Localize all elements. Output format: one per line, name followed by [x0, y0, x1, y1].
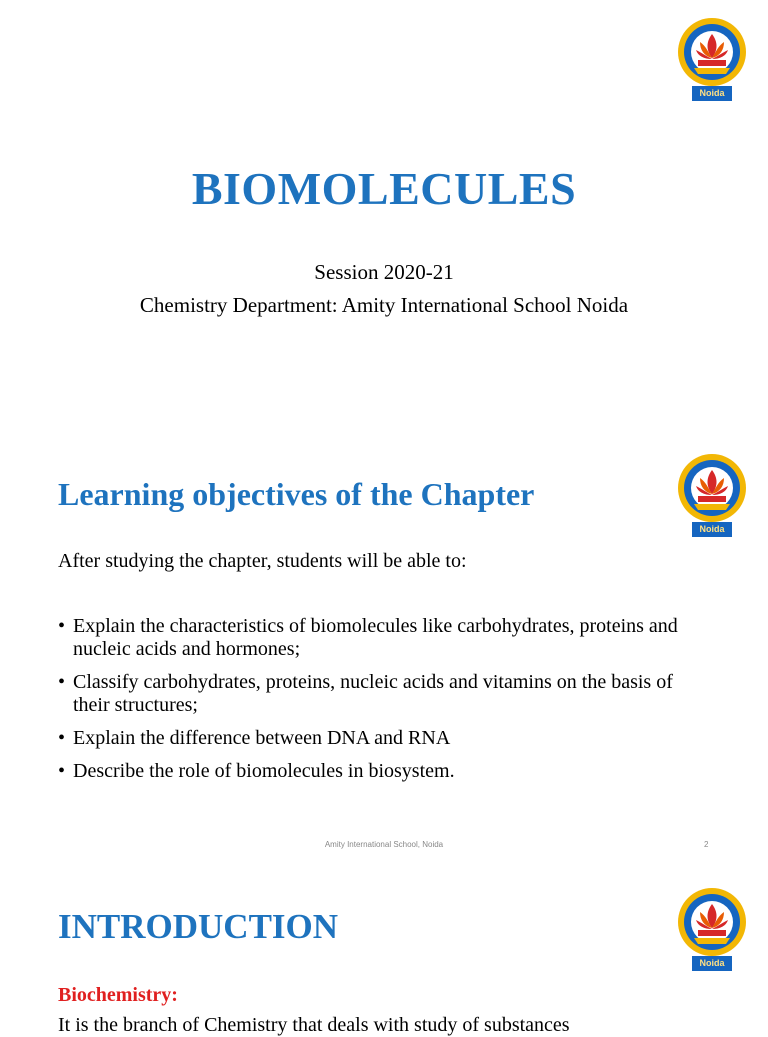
school-logo: [676, 16, 748, 101]
slide-heading: INTRODUCTION: [58, 907, 339, 946]
slide-introduction: [0, 864, 768, 1036]
objective-text: Classify carbohydrates, proteins, nucleic acids and vitamins on the basis of their structures;: [73, 671, 673, 716]
logo-badge: Noida: [692, 86, 732, 101]
page-number: 2: [704, 840, 709, 849]
slide-learning-objectives: [0, 432, 768, 864]
subtitle: [0, 256, 768, 322]
amity-emblem-icon: [676, 452, 748, 524]
bullet-icon: •: [58, 760, 66, 782]
objective-text: Explain the difference between DNA and RNA: [73, 727, 451, 749]
section-subheading: Biochemistry:: [58, 984, 178, 1006]
page-title: BIOMOLECULES: [191, 163, 577, 214]
list-item: [58, 615, 698, 661]
bullet-icon: •: [58, 671, 66, 693]
slide-footer: Amity International School, Noida: [324, 840, 444, 849]
objectives-list: [58, 615, 698, 793]
list-item: [58, 760, 698, 783]
amity-emblem-icon: [676, 886, 748, 958]
slide-title: [0, 0, 768, 432]
logo-badge: Noida: [692, 956, 732, 971]
logo-badge: Noida: [692, 522, 732, 537]
intro-text: After studying the chapter, students will be able to:: [58, 550, 467, 572]
department-text: Chemistry Department: Amity International School Noida: [139, 293, 629, 317]
objective-text: Describe the role of biomolecules in biosystem.: [73, 760, 455, 782]
bullet-icon: •: [58, 615, 66, 637]
objective-text: Explain the characteristics of biomolecules like carbohydrates, proteins and nucleic acids and hormones;: [73, 615, 678, 660]
slide-heading: Learning objectives of the Chapter: [58, 476, 535, 512]
session-text: Session 2020-21: [314, 260, 454, 284]
school-logo: [676, 886, 748, 971]
list-item: [58, 727, 698, 750]
school-logo: [676, 452, 748, 537]
list-item: [58, 671, 698, 717]
body-text: It is the branch of Chemistry that deals with study of substances: [58, 1014, 570, 1036]
amity-emblem-icon: [676, 16, 748, 88]
bullet-icon: •: [58, 727, 66, 749]
